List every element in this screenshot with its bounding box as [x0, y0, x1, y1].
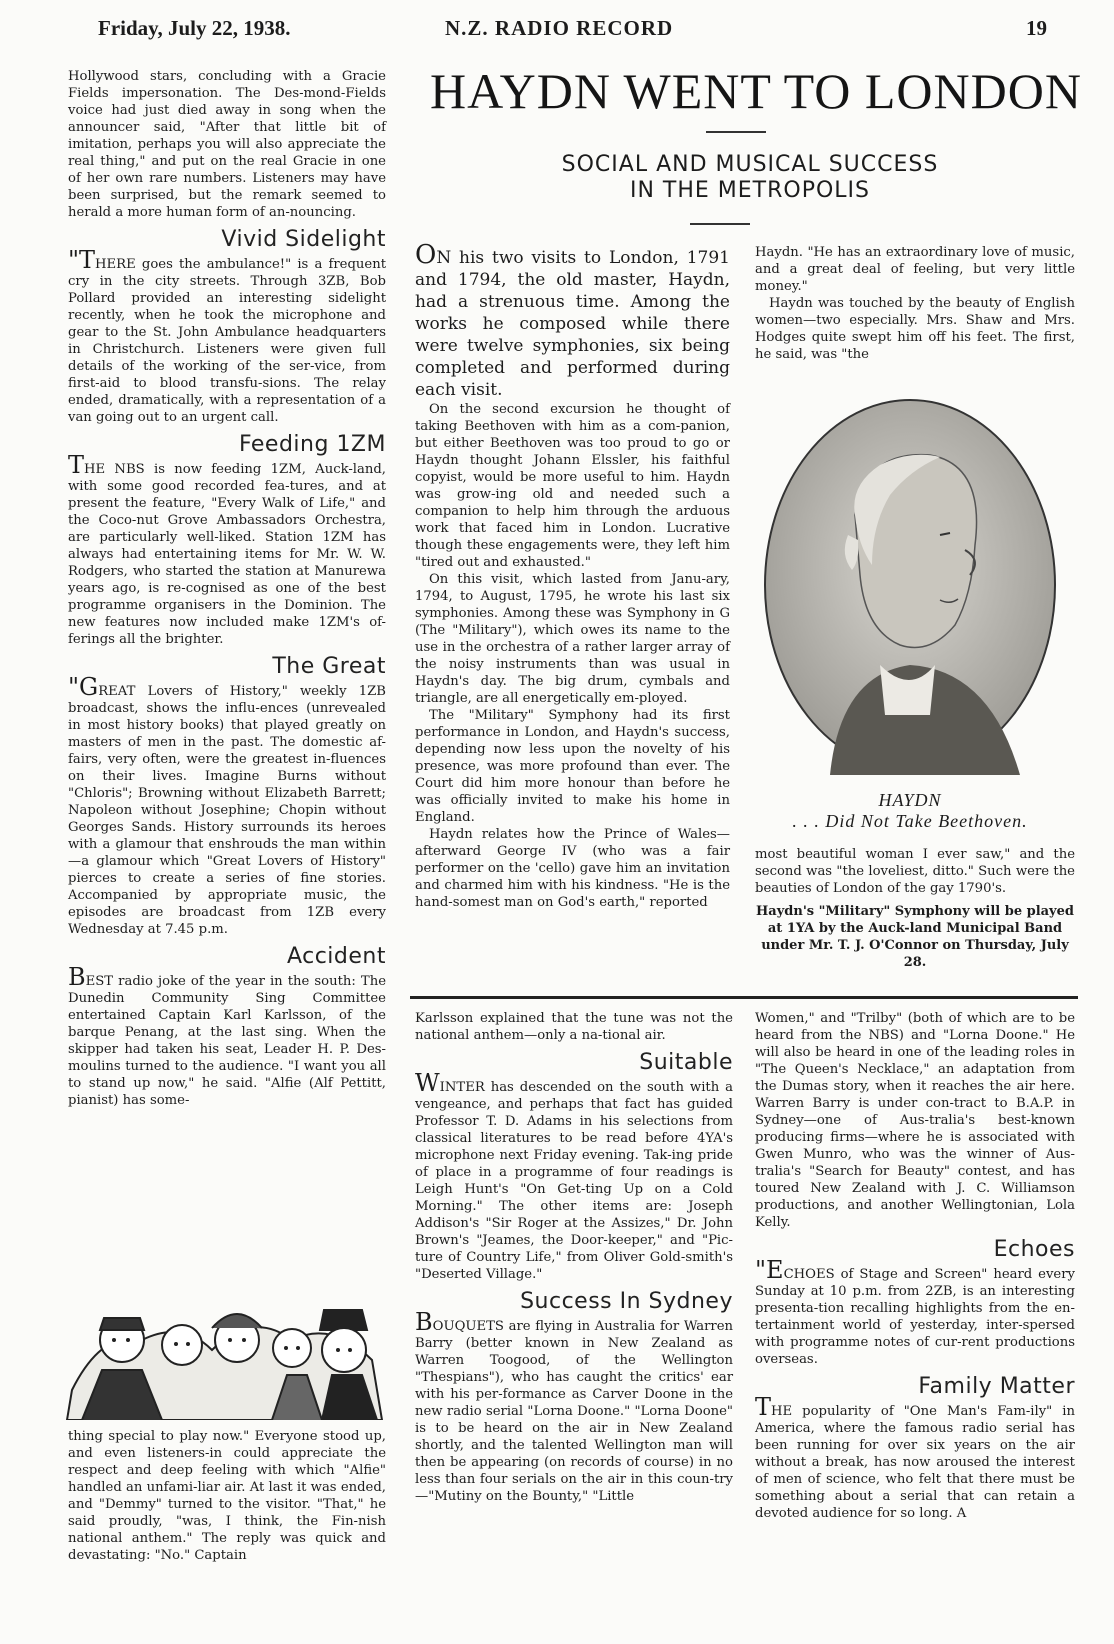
accident-continued-paragraph: thing special to play now." Everyone stood up, and even listeners-in could appreciate the respect and deep feeling with which "Alfie" handled an unfami-liar air. At last it was ended, and "Demmy" turned to the visitor. "That," he said proudly, "was, I think, the Fin-nish national anthem." The reply was quick and devastating: "No." Captain — [68, 1429, 386, 1563]
echoes-heading: Echoes — [993, 1237, 1075, 1262]
portrait-caption — [760, 790, 1060, 832]
feature-paragraph: On the second excursion he thought of taking Beethoven with him as a com-panion, but either Beethoven was too proud to go or Haydn thought Johann Elssler, his faithful copyist, would be more useful to him. Haydn was grow-ing old and needed such a companion to help him through the arduous work that faced him in London. Lucrative though these engagements were, they left him "tired out and exhausted." — [415, 402, 730, 570]
feature-paragraph: Haydn. "He has an extraordinary love of music, and a great deal of feeling, but very little money." — [755, 245, 1075, 294]
dropcap: T — [755, 1393, 772, 1421]
divider — [690, 223, 750, 225]
feeding-1zm-paragraph: THE NBS is now feeding 1ZM, Auck-land, with some good recorded fea-tures, and at present the feature, "Every Walk of Life," and the Coco-nut Grove Ambassadors Orchestra, are particularly well-liked. Station 1ZM has always had entertaining items for Mr. W. W. Rodgers, who started the station at Manurewa years ago, is re-cognised as one of the best programme organisers in the Dominion. The new features now included make 1ZM's of-ferings all the brighter. — [68, 451, 386, 647]
issue-date: Friday, July 22, 1938. — [98, 16, 291, 40]
feature-paragraph: Haydn was touched by the beauty of English women—two especially. Mrs. Shaw and Mrs. Hodges quite swept him off his feet. The first, he said, was "the — [755, 296, 1075, 362]
feature-headline: HAYDN WENT TO LONDON — [430, 63, 1082, 119]
feature-paragraph: The "Military" Symphony had its first performance in London, and Haydn's success, depending now less upon the novelty of his presence, was more profound than ever. The Court did him more honour than before he was officially invited to make his home in England. — [415, 708, 730, 825]
family-matter-paragraph: THE popularity of "One Man's Fam-ily" in America, where the famous radio serial has been running for over six years on the air without a break, has now aroused the interest of men of science, who felt that there must be something about a serial that can retain a devoted audience for so long. A — [755, 1393, 1075, 1521]
dropcap: B — [415, 1308, 433, 1336]
dropcap: "E — [755, 1256, 784, 1284]
accident-heading: Accident — [286, 944, 386, 969]
dropcap: W — [415, 1069, 440, 1097]
column-2-lower — [415, 1010, 733, 1505]
dropcap: "G — [68, 673, 99, 701]
lead-paragraph: ON his two visits to London, 1791 and 1794, the old master, Haydn, had a strenuous time. Among the works he composed while there were twelve symphonies, six being completed and performed during each visit. — [415, 240, 730, 400]
accident-continued — [68, 1428, 386, 1564]
publication-title: N.Z. RADIO RECORD — [445, 16, 674, 40]
dropcap: T — [68, 451, 85, 479]
feature-paragraph: On this visit, which lasted from Janu-ary, 1794, to August, 1795, he wrote his last six symphonies. Among these was Symphony in G (The "Military"), which owes its name to the use in the orchestra of a rather larger array of the noisy instruments than was usual in Haydn's day. The big drum, cymbals and triangle, are all energetically em-ployed. — [415, 572, 730, 706]
cartoon-illustration — [62, 1270, 392, 1420]
suitable-heading: Suitable — [639, 1050, 733, 1075]
success-in-sydney-paragraph: BOUQUETS are flying in Australia for Warren Barry (better known in New Zealand as Warren Toogood, of the Wellington "Thespians"), who has caught the critics' ear with his per-formance as Carver Doone in the new radio serial "Lorna Doone." "Lorna Doone" is to be heard on the air in New Zealand shortly, and the talented Wellington man will then be appearing (on records of course) in no less than four serials on the air in this coun-try—"Mutiny on the Bounty," "Little — [415, 1308, 733, 1504]
broadcast-notice: Haydn's "Military" Symphony will be played at 1YA by the Auck-land Municipal Band under Mr. T. J. O'Connor on Thursday, July 28. — [756, 904, 1074, 970]
feature-subtitle: SOCIAL AND MUSICAL SUCCESS IN THE METROPOLIS — [561, 152, 939, 203]
success-in-sydney-heading: Success In Sydney — [520, 1289, 733, 1314]
section-divider — [410, 996, 1078, 999]
feature-column-left — [415, 240, 730, 911]
intro-paragraph: Hollywood stars, concluding with a Gracie Fields impersonation. The Des-mond-Fields voice had just died away in song when the announcer said, "After that little bit of imitation, perhaps you will also appreciate the real thing," and put on the real Gracie in one of her own rare numbers. Listeners may have been surprised, but the remark seemed to herald a more human form of an-nouncing. — [68, 69, 386, 220]
haydn-portrait — [760, 395, 1060, 775]
the-great-heading: The Great — [272, 654, 386, 679]
family-matter-heading: Family Matter — [918, 1374, 1075, 1399]
feature-column-right-bottom — [755, 846, 1075, 971]
feature-paragraph: most beautiful woman I ever saw," and the second was "the loveliest, ditto." Such were the beauties of London of the gay 1790's. — [755, 847, 1075, 896]
the-great-paragraph: "GREAT Lovers of History," weekly 1ZB broadcast, shows the influ-ences (unrevealed in most history books) that played greatly on masters of men in the past. The domestic af-fairs, very often, were the greatest in-fluences on their lives. Imagine Burns without "Chloris"; Browning without Elizabeth Barrett; Napoleon without Josephine; Chopin without Georges Sands. History surrounds its heroes with a glamour that enshrouds the man within—a glamour which "Great Lovers of History" pierces to create a series of fine stories. Accompanied by appropriate music, the episodes are broadcast from 1ZB every Wednesday at 7.45 p.m. — [68, 673, 386, 937]
feeding-1zm-heading: Feeding 1ZM — [238, 432, 386, 457]
dropcap: "T — [68, 246, 96, 274]
feature-column-right — [755, 244, 1075, 363]
column-1 — [68, 68, 386, 1109]
caption-text: . . . Did Not Take Beethoven. — [792, 811, 1028, 831]
column-3-lower — [755, 1010, 1075, 1522]
karlsson-paragraph: Karlsson explained that the tune was not the national anthem—only a na-tional air. — [415, 1011, 733, 1043]
caption-name: HAYDN — [878, 790, 942, 810]
page-number: 19 — [1026, 16, 1047, 40]
vivid-sidelight-paragraph: "THERE goes the ambulance!" is a frequent cry in the city streets. Through 3ZB, Bob Pollard provided an interesting sidelight recently, when he took the microphone and gear to the St. John Ambulance headquarters in Christchurch. Listeners were given full details of the working of the ser-vice, from first-aid to blood transfu-sions. The relay ended, dramatically, with a representation of a van going out to an urgent call. — [68, 246, 386, 425]
feature-paragraph: Haydn relates how the Prince of Wales—afterward George IV (who was a fair performer on the 'cello) gave him an invitation and charmed him with his kindness. "He is the hand-somest man on God's earth," reported — [415, 827, 730, 910]
echoes-paragraph: "ECHOES of Stage and Screen" heard every Sunday at 10 p.m. from 2ZB, is an interesting presenta-tion recalling highlights from the en-tertainment world of yesterday, inter-spersed with programme notes of cur-rent productions overseas. — [755, 1256, 1075, 1367]
suitable-paragraph: WINTER has descended on the south with a vengeance, and perhaps that fact has guided Professor T. D. Adams in his selections from classical literatures to be read before 4YA's microphone next Friday evening. Tak-ing pride of place in a programme of four readings is Leigh Hunt's "On Get-ting Up on a Cold Morning." The other items are: Joseph Addison's "Sir Roger at the Assizes," Dr. John Brown's "Jeames, the Door-keeper," and "Pic-ture of Country Life," from Oliver Gold-smith's "Deserted Village." — [415, 1069, 733, 1282]
divider — [706, 131, 766, 133]
accident-paragraph: BEST radio joke of the year in the south: The Dunedin Community Sing Committee entertained Captain Karl Karlsson, of the barque Penang, at the last sing. When the skipper had taken his seat, Leader H. P. Des-moulins turned to the audience. "I want you all to stand up now," he said. "Alfie (Alf Pettitt, pianist) has some- — [68, 963, 386, 1108]
warren-barry-paragraph: Women," and "Trilby" (both of which are to be heard from the NBS) and "Lorna Doone." He will also be heard in one of the leading roles in "The Queen's Necklace," an adaptation from the Dumas story, when it reaches the air here. Warren Barry is under con-tract to B.A.P. in Sydney—one of Aus-tralia's best-known producing firms—where he is associated with Gwen Munro, who was the winner of Aus-tralia's "Search for Beauty" contest, and has toured New Zealand with J. C. Williamson productions, and another Wellingtonian, Lola Kelly. — [755, 1011, 1075, 1230]
vivid-sidelight-heading: Vivid Sidelight — [221, 227, 386, 252]
dropcap: B — [68, 963, 86, 991]
